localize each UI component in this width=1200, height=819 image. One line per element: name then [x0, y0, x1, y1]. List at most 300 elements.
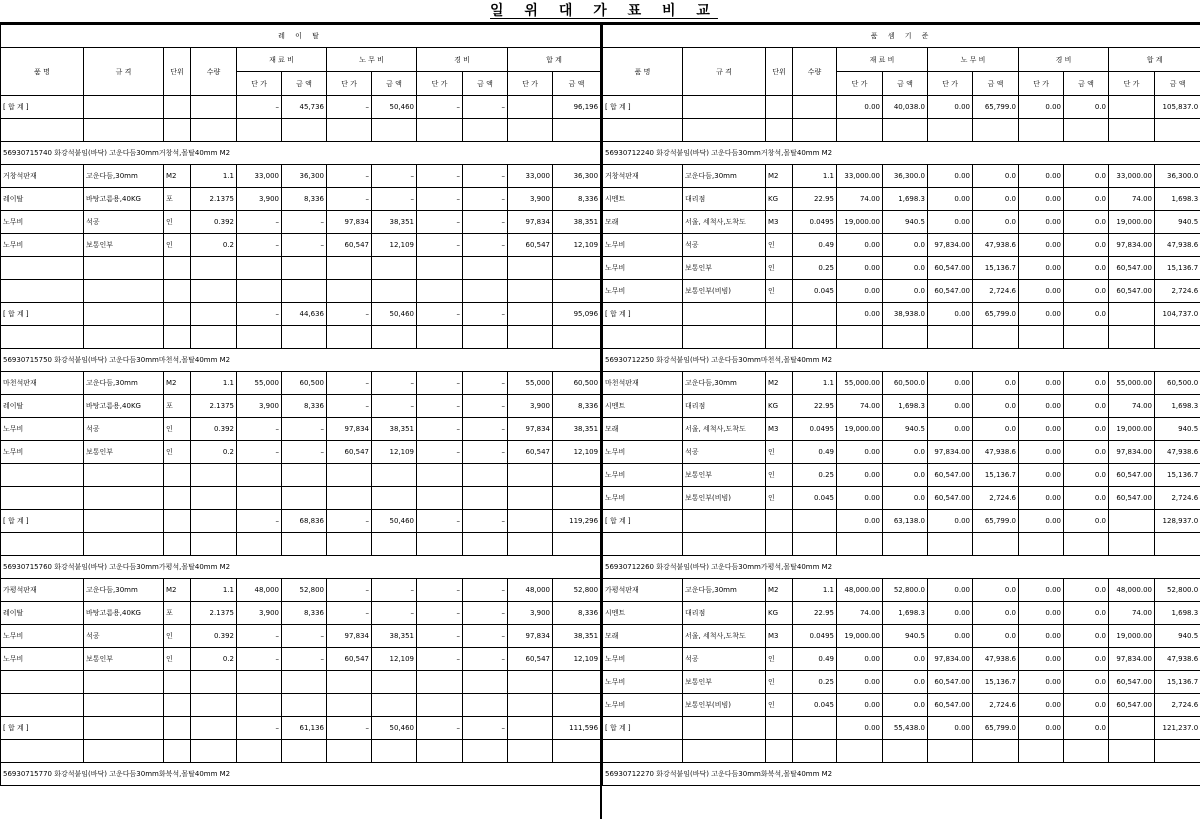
item-spec: 보통인부	[84, 648, 164, 671]
value-cell: 55,438.0	[883, 717, 928, 740]
item-qty	[793, 510, 837, 533]
table-row	[603, 441, 1200, 464]
value-cell: –	[463, 510, 508, 533]
table-row	[603, 625, 1200, 648]
empty-cell	[282, 487, 327, 510]
value-cell	[1109, 510, 1155, 533]
value-cell	[508, 510, 553, 533]
value-cell: 74.00	[837, 395, 883, 418]
value-cell: 60,547.00	[928, 464, 973, 487]
value-cell: 0.0	[1064, 510, 1109, 533]
item-name: 마천석판재	[1, 372, 84, 395]
blank-row	[1, 119, 601, 142]
subtotal-row	[603, 96, 1200, 119]
value-cell: 0.00	[837, 671, 883, 694]
blank-row	[603, 326, 1200, 349]
value-cell: 33,000	[237, 165, 282, 188]
table-row	[603, 234, 1200, 257]
value-cell: 74.00	[1109, 395, 1155, 418]
empty-cell	[463, 671, 508, 694]
item-qty: 0.2	[191, 441, 237, 464]
value-cell: 0.0	[1064, 188, 1109, 211]
empty-cell	[237, 740, 282, 763]
value-cell: 60,547	[508, 234, 553, 257]
section-header-row	[1, 763, 601, 786]
value-cell: 1,698.3	[1155, 395, 1200, 418]
table-row	[603, 487, 1200, 510]
value-cell: 0.00	[1019, 188, 1064, 211]
value-cell: 104,737.0	[1155, 303, 1200, 326]
value-cell: 0.00	[1019, 717, 1064, 740]
value-cell: 0.00	[837, 648, 883, 671]
item-qty: 1.1	[793, 372, 837, 395]
empty-cell	[837, 533, 883, 556]
item-spec: 바탕고름용,40KG	[84, 188, 164, 211]
table-row	[603, 602, 1200, 625]
empty-cell	[553, 533, 601, 556]
empty-cell	[508, 326, 553, 349]
empty-cell	[766, 119, 793, 142]
value-cell: –	[417, 395, 463, 418]
value-cell: 97,834.00	[928, 234, 973, 257]
value-cell: 940.5	[1155, 625, 1200, 648]
item-name: 모래	[603, 625, 683, 648]
empty-cell	[417, 119, 463, 142]
empty-cell	[372, 464, 417, 487]
value-cell: 0.00	[1019, 96, 1064, 119]
value-cell: –	[463, 717, 508, 740]
col-unit-price: 단 가	[837, 72, 883, 96]
table-row	[603, 464, 1200, 487]
empty-cell	[603, 326, 683, 349]
empty-cell	[508, 671, 553, 694]
item-qty: 0.0495	[793, 418, 837, 441]
table-row	[1, 234, 601, 257]
empty-cell	[1019, 740, 1064, 763]
value-cell: –	[327, 579, 372, 602]
value-cell: –	[417, 234, 463, 257]
empty-cell	[282, 694, 327, 717]
empty-cell	[508, 464, 553, 487]
blank-row	[1, 257, 601, 280]
empty-cell	[463, 533, 508, 556]
value-cell: –	[417, 602, 463, 625]
value-cell: 61,136	[282, 717, 327, 740]
value-cell: –	[237, 303, 282, 326]
value-cell: 0.0	[883, 464, 928, 487]
item-qty: 2.1375	[191, 188, 237, 211]
table-row	[603, 418, 1200, 441]
value-cell: 38,938.0	[883, 303, 928, 326]
item-unit: 인	[766, 648, 793, 671]
value-cell: 60,547.00	[928, 694, 973, 717]
value-cell: –	[417, 96, 463, 119]
empty-cell	[463, 487, 508, 510]
item-spec: 보통인부	[683, 464, 766, 487]
empty-cell	[372, 740, 417, 763]
subtotal-row	[603, 717, 1200, 740]
left-table-panel	[0, 24, 600, 819]
empty-cell	[327, 740, 372, 763]
empty-cell	[84, 119, 164, 142]
item-name: [ 합 계 ]	[1, 510, 84, 533]
value-cell: 0.00	[1019, 464, 1064, 487]
table-row	[603, 671, 1200, 694]
value-cell: 60,547.00	[1109, 694, 1155, 717]
table-row	[1, 372, 601, 395]
col-unit-price: 단 가	[237, 72, 282, 96]
section-title: 56930715770 화강석붙임(바닥) 고운다듬30mm화북석,몰탈40mm M2	[1, 763, 601, 786]
item-qty	[793, 717, 837, 740]
value-cell: 60,547	[327, 648, 372, 671]
value-cell: 19,000.00	[837, 418, 883, 441]
item-spec: 석공	[683, 441, 766, 464]
value-cell: 0.0	[973, 395, 1019, 418]
value-cell: 40,038.0	[883, 96, 928, 119]
value-cell: 65,799.0	[973, 303, 1019, 326]
value-cell: 38,351	[553, 211, 601, 234]
value-cell: 36,300	[282, 165, 327, 188]
value-cell: 60,547	[327, 234, 372, 257]
item-unit: 인	[766, 487, 793, 510]
section-title: 56930712250 화강석붙임(바닥) 고운다듬30mm마천석,몰탈40mm M2	[603, 349, 1200, 372]
right-table-panel	[600, 24, 1200, 819]
item-name: 노무비	[603, 648, 683, 671]
value-cell: 48,000	[508, 579, 553, 602]
value-cell: 3,900	[508, 188, 553, 211]
empty-cell	[164, 671, 191, 694]
empty-cell	[84, 533, 164, 556]
value-cell: 0.0	[973, 372, 1019, 395]
empty-cell	[327, 464, 372, 487]
item-spec: 보통인부(비빔)	[683, 694, 766, 717]
empty-cell	[84, 280, 164, 303]
empty-cell	[282, 280, 327, 303]
item-unit	[766, 96, 793, 119]
item-name: 시멘트	[603, 395, 683, 418]
col-labor: 노 무 비	[327, 48, 417, 72]
section-title: 56930715760 화강석붙임(바닥) 고운다듬30mm가평석,몰탈40mm M2	[1, 556, 601, 579]
empty-cell	[508, 487, 553, 510]
col-spec: 규 격	[683, 48, 766, 96]
value-cell: 8,336	[553, 188, 601, 211]
empty-cell	[973, 740, 1019, 763]
item-qty: 0.392	[191, 211, 237, 234]
value-cell: 60,547	[508, 441, 553, 464]
empty-cell	[237, 326, 282, 349]
empty-cell	[327, 280, 372, 303]
item-name: [ 합 계 ]	[603, 96, 683, 119]
item-unit	[164, 510, 191, 533]
item-unit: M2	[164, 372, 191, 395]
empty-cell	[84, 487, 164, 510]
value-cell: 2,724.6	[1155, 487, 1200, 510]
value-cell: 60,500	[553, 372, 601, 395]
table-row	[603, 165, 1200, 188]
empty-cell	[1064, 533, 1109, 556]
value-cell: 111,596	[553, 717, 601, 740]
section-header-row	[603, 349, 1200, 372]
empty-cell	[84, 464, 164, 487]
item-unit: M2	[164, 579, 191, 602]
empty-cell	[164, 119, 191, 142]
empty-cell	[417, 487, 463, 510]
value-cell: –	[282, 234, 327, 257]
item-unit: 인	[164, 441, 191, 464]
item-spec: 보통인부	[84, 234, 164, 257]
empty-cell	[553, 280, 601, 303]
col-amount: 금 액	[282, 72, 327, 96]
value-cell: –	[282, 211, 327, 234]
value-cell: 60,500.0	[883, 372, 928, 395]
value-cell: 0.0	[1064, 464, 1109, 487]
value-cell: –	[372, 165, 417, 188]
table-row	[603, 211, 1200, 234]
value-cell: 33,000	[508, 165, 553, 188]
item-qty: 0.49	[793, 441, 837, 464]
value-cell: 50,460	[372, 96, 417, 119]
value-cell: –	[237, 648, 282, 671]
empty-cell	[84, 257, 164, 280]
empty-cell	[1, 533, 84, 556]
item-qty: 0.49	[793, 648, 837, 671]
table-row	[1, 441, 601, 464]
blank-row	[1, 280, 601, 303]
item-qty: 0.045	[793, 694, 837, 717]
col-total: 합 계	[508, 48, 601, 72]
value-cell: 1,698.3	[883, 188, 928, 211]
item-name: [ 합 계 ]	[603, 303, 683, 326]
value-cell: 44,636	[282, 303, 327, 326]
empty-cell	[372, 487, 417, 510]
value-cell: 48,000	[237, 579, 282, 602]
value-cell	[508, 96, 553, 119]
value-cell: 0.00	[1019, 303, 1064, 326]
value-cell: 15,136.7	[973, 464, 1019, 487]
subtotal-row	[603, 510, 1200, 533]
item-name: [ 합 계 ]	[1, 303, 84, 326]
item-name: 노무비	[1, 625, 84, 648]
value-cell: 60,547.00	[1109, 257, 1155, 280]
value-cell: –	[417, 165, 463, 188]
item-qty: 2.1375	[191, 395, 237, 418]
value-cell: –	[463, 96, 508, 119]
subtotal-row	[1, 96, 601, 119]
empty-cell	[372, 326, 417, 349]
value-cell: 97,834.00	[928, 441, 973, 464]
empty-cell	[417, 694, 463, 717]
table-row	[603, 257, 1200, 280]
col-unit-price: 단 가	[1109, 72, 1155, 96]
value-cell: 940.5	[1155, 211, 1200, 234]
value-cell: 0.0	[973, 165, 1019, 188]
value-cell: 12,109	[372, 234, 417, 257]
item-name: 노무비	[603, 671, 683, 694]
empty-cell	[883, 533, 928, 556]
blank-row	[1, 326, 601, 349]
value-cell	[1109, 303, 1155, 326]
value-cell: –	[372, 602, 417, 625]
value-cell: 97,834.00	[1109, 234, 1155, 257]
value-cell: 0.00	[837, 717, 883, 740]
item-unit: 인	[164, 648, 191, 671]
value-cell: 55,000	[237, 372, 282, 395]
value-cell: 50,460	[372, 717, 417, 740]
value-cell: 97,834.00	[1109, 441, 1155, 464]
empty-cell	[282, 740, 327, 763]
right-header-row-1	[603, 48, 1200, 72]
value-cell: 0.0	[973, 418, 1019, 441]
empty-cell	[1, 464, 84, 487]
value-cell: 0.0	[1064, 625, 1109, 648]
empty-cell	[1109, 533, 1155, 556]
value-cell: 0.00	[1019, 694, 1064, 717]
item-name: 노무비	[1, 648, 84, 671]
value-cell: 36,300.0	[883, 165, 928, 188]
item-name: 노무비	[603, 464, 683, 487]
value-cell: 0.0	[883, 234, 928, 257]
item-spec	[683, 303, 766, 326]
value-cell: 0.0	[1064, 234, 1109, 257]
item-spec: 바탕고름용,40KG	[84, 602, 164, 625]
empty-cell	[327, 487, 372, 510]
table-row	[1, 602, 601, 625]
value-cell: 0.0	[973, 625, 1019, 648]
empty-cell	[327, 257, 372, 280]
empty-cell	[1064, 119, 1109, 142]
value-cell	[1109, 96, 1155, 119]
value-cell: 0.00	[837, 234, 883, 257]
item-unit: M2	[766, 165, 793, 188]
value-cell: 0.0	[1064, 165, 1109, 188]
value-cell: 0.0	[973, 211, 1019, 234]
right-heading: 품 셈 기 준	[603, 25, 1200, 48]
value-cell: 0.0	[1064, 211, 1109, 234]
value-cell: 63,138.0	[883, 510, 928, 533]
empty-cell	[837, 326, 883, 349]
value-cell: –	[463, 648, 508, 671]
item-unit: M2	[766, 579, 793, 602]
col-unit: 단위	[164, 48, 191, 96]
col-name: 품 명	[1, 48, 84, 96]
value-cell: 60,547.00	[1109, 464, 1155, 487]
value-cell: –	[327, 602, 372, 625]
item-spec	[683, 717, 766, 740]
empty-cell	[928, 533, 973, 556]
item-spec	[683, 96, 766, 119]
value-cell: –	[417, 717, 463, 740]
item-unit: 인	[164, 234, 191, 257]
col-spec: 규 격	[84, 48, 164, 96]
value-cell: 12,109	[553, 234, 601, 257]
col-amount: 금 액	[372, 72, 417, 96]
col-labor: 노 무 비	[928, 48, 1019, 72]
empty-cell	[928, 740, 973, 763]
empty-cell	[603, 119, 683, 142]
subtotal-row	[603, 303, 1200, 326]
value-cell: 74.00	[837, 602, 883, 625]
item-unit: 인	[766, 694, 793, 717]
value-cell: 0.00	[928, 579, 973, 602]
empty-cell	[463, 257, 508, 280]
col-amount: 금 액	[973, 72, 1019, 96]
item-spec: 석공	[84, 625, 164, 648]
value-cell: 74.00	[837, 188, 883, 211]
section-header-row	[603, 556, 1200, 579]
empty-cell	[164, 326, 191, 349]
value-cell: 65,799.0	[973, 96, 1019, 119]
item-spec: 보통인부(비빔)	[683, 487, 766, 510]
item-unit: 인	[766, 671, 793, 694]
item-name: 노무비	[1, 418, 84, 441]
subtotal-row	[1, 510, 601, 533]
value-cell: –	[463, 165, 508, 188]
item-unit	[766, 717, 793, 740]
section-header-row	[1, 349, 601, 372]
empty-cell	[1, 280, 84, 303]
value-cell: 1,698.3	[883, 395, 928, 418]
empty-cell	[417, 326, 463, 349]
empty-cell	[553, 694, 601, 717]
item-qty	[191, 96, 237, 119]
value-cell: –	[463, 625, 508, 648]
item-name: 노무비	[603, 280, 683, 303]
item-qty: 0.0495	[793, 211, 837, 234]
item-qty: 0.0495	[793, 625, 837, 648]
empty-cell	[837, 740, 883, 763]
section-title: 56930712260 화강석붙임(바닥) 고운다듬30mm가평석,몰탈40mm M2	[603, 556, 1200, 579]
value-cell: 2,724.6	[973, 694, 1019, 717]
col-unit-price: 단 가	[508, 72, 553, 96]
value-cell: –	[282, 418, 327, 441]
empty-cell	[793, 119, 837, 142]
empty-cell	[84, 740, 164, 763]
item-qty: 1.1	[793, 165, 837, 188]
value-cell: 47,938.6	[1155, 234, 1200, 257]
value-cell: –	[463, 602, 508, 625]
empty-cell	[417, 671, 463, 694]
value-cell: 60,547	[508, 648, 553, 671]
value-cell: 2,724.6	[1155, 280, 1200, 303]
value-cell: 60,500	[282, 372, 327, 395]
value-cell: 0.00	[1019, 257, 1064, 280]
value-cell: 8,336	[282, 602, 327, 625]
value-cell: 55,000.00	[1109, 372, 1155, 395]
value-cell: 60,547.00	[928, 671, 973, 694]
col-unit-price: 단 가	[928, 72, 973, 96]
empty-cell	[508, 694, 553, 717]
value-cell: –	[237, 510, 282, 533]
empty-cell	[237, 487, 282, 510]
value-cell: 74.00	[1109, 602, 1155, 625]
item-unit: M3	[766, 625, 793, 648]
value-cell: 0.00	[928, 211, 973, 234]
value-cell: 47,938.6	[973, 648, 1019, 671]
value-cell: 0.0	[1064, 671, 1109, 694]
item-spec: 석공	[84, 211, 164, 234]
empty-cell	[508, 119, 553, 142]
item-unit: KG	[766, 188, 793, 211]
value-cell: 0.00	[837, 464, 883, 487]
value-cell: 0.00	[1019, 625, 1064, 648]
value-cell: 0.0	[1064, 441, 1109, 464]
value-cell: 3,900	[237, 395, 282, 418]
empty-cell	[1109, 326, 1155, 349]
col-name: 품 명	[603, 48, 683, 96]
value-cell: 0.00	[1019, 441, 1064, 464]
empty-cell	[372, 280, 417, 303]
item-spec: 대리점	[683, 602, 766, 625]
